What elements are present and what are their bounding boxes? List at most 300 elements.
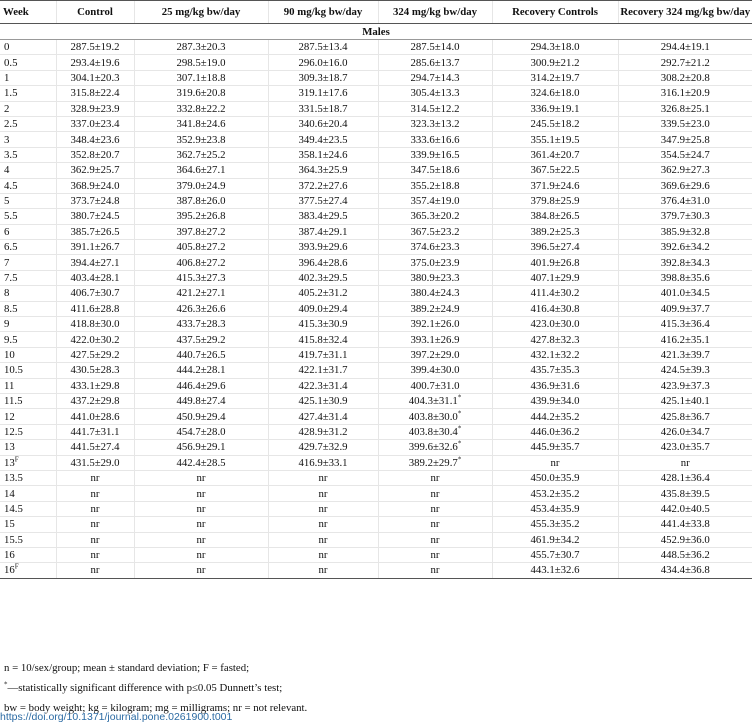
dose-25-cell: nr: [134, 470, 268, 485]
dose-324-cell: 393.1±26.9: [378, 332, 492, 347]
table-row: [0, 147, 752, 162]
control-cell: 352.8±20.7: [56, 147, 134, 162]
table-row: [0, 378, 752, 393]
dose-90-cell: 387.4±29.1: [268, 224, 378, 239]
recovery-324-cell: 421.3±39.7: [618, 347, 752, 362]
recovery-324-cell: 376.4±31.0: [618, 193, 752, 208]
dose-25-cell: 444.2±28.1: [134, 363, 268, 378]
week-value: 4.5: [4, 179, 18, 192]
control-cell: 437.2±29.8: [56, 393, 134, 408]
fasted-marker: F: [14, 562, 19, 571]
recovery-324-cell: 425.1±40.1: [618, 393, 752, 408]
table-row: [0, 209, 752, 224]
dose-90-cell: nr: [268, 470, 378, 485]
dose-25-cell: 397.8±27.2: [134, 224, 268, 239]
dose-90-cell: 396.4±28.6: [268, 255, 378, 270]
week-cell: [0, 532, 56, 547]
dose-90-cell: 383.4±29.5: [268, 209, 378, 224]
table-row: [0, 317, 752, 332]
dose-324-cell: 375.0±23.9: [378, 255, 492, 270]
recovery-324-cell: 415.3±36.4: [618, 317, 752, 332]
week-cell: [0, 486, 56, 501]
dose-324-cell: nr: [378, 547, 492, 562]
dose-90-cell: 422.3±31.4: [268, 378, 378, 393]
week-value: 1: [4, 71, 10, 84]
week-cell: [0, 193, 56, 208]
table-row: [0, 286, 752, 301]
dose-90-cell: 415.3±30.9: [268, 317, 378, 332]
recovery-324-cell: 409.9±37.7: [618, 301, 752, 316]
week-cell: [0, 301, 56, 316]
dose-90-cell: nr: [268, 563, 378, 578]
table-row: [0, 332, 752, 347]
dose-90-cell: nr: [268, 501, 378, 516]
dose-90-cell: nr: [268, 547, 378, 562]
week-value: 3.5: [4, 148, 18, 161]
dose-324-cell: nr: [378, 532, 492, 547]
week-value: 14: [4, 487, 15, 500]
dose-25-cell: nr: [134, 486, 268, 501]
control-cell: 293.4±19.6: [56, 55, 134, 70]
table-row: [0, 363, 752, 378]
recovery-control-cell: 411.4±30.2: [492, 286, 618, 301]
dose-90-cell: 427.4±31.4: [268, 409, 378, 424]
week-cell: [0, 363, 56, 378]
week-value: 2: [4, 102, 10, 115]
dose-90-cell: 296.0±16.0: [268, 55, 378, 70]
control-cell: 411.6±28.8: [56, 301, 134, 316]
table-row: [0, 178, 752, 193]
control-cell: 427.5±29.2: [56, 347, 134, 362]
dose-25-cell: 454.7±28.0: [134, 424, 268, 439]
header-row: [0, 1, 752, 24]
dose-324-cell: 380.4±24.3: [378, 286, 492, 301]
week-value: 16: [4, 564, 15, 577]
dose-25-cell: nr: [134, 547, 268, 562]
recovery-control-cell: 443.1±32.6: [492, 563, 618, 578]
recovery-control-cell: 355.1±19.5: [492, 132, 618, 147]
recovery-324-cell: 326.8±25.1: [618, 101, 752, 116]
control-cell: 348.4±23.6: [56, 132, 134, 147]
week-cell: [0, 393, 56, 408]
dose-324-cell: 389.2±29.7*: [378, 455, 492, 470]
recovery-control-cell: 461.9±34.2: [492, 532, 618, 547]
dose-324-cell: 287.5±14.0: [378, 40, 492, 55]
dose-90-cell: 416.9±33.1: [268, 455, 378, 470]
recovery-324-cell: 434.4±36.8: [618, 563, 752, 578]
header-week: Week: [0, 1, 56, 24]
week-value: 8: [4, 287, 10, 300]
dose-324-cell: 389.2±24.9: [378, 301, 492, 316]
control-cell: 433.1±29.8: [56, 378, 134, 393]
recovery-control-cell: 294.3±18.0: [492, 40, 618, 55]
week-value: 10: [4, 349, 15, 361]
dose-25-cell: 446.4±29.6: [134, 378, 268, 393]
recovery-324-cell: 441.4±33.8: [618, 517, 752, 532]
recovery-control-cell: 453.2±35.2: [492, 486, 618, 501]
control-cell: 328.9±23.9: [56, 101, 134, 116]
week-value: 15: [4, 518, 15, 531]
week-cell: [0, 163, 56, 178]
control-cell: 441.7±31.1: [56, 424, 134, 439]
dose-90-cell: 377.5±27.4: [268, 193, 378, 208]
dose-90-cell: nr: [268, 486, 378, 501]
week-value: 16: [4, 549, 15, 562]
week-value: 4: [4, 164, 10, 177]
week-value: 11.5: [4, 395, 23, 408]
week-value: 0: [4, 41, 10, 54]
week-value: 14.5: [4, 502, 23, 515]
recovery-324-cell: 292.7±21.2: [618, 55, 752, 70]
table-row: [0, 255, 752, 270]
week-value: 13.5: [4, 472, 23, 485]
week-value: 12.5: [4, 425, 23, 438]
dose-324-cell: 339.9±16.5: [378, 147, 492, 162]
fasted-marker: F: [14, 455, 19, 464]
dose-324-cell: 403.8±30.4*: [378, 424, 492, 439]
table-row: [0, 455, 752, 470]
control-cell: 368.9±24.0: [56, 178, 134, 193]
control-cell: 418.8±30.0: [56, 317, 134, 332]
week-cell: [0, 70, 56, 85]
dose-324-cell: 285.6±13.7: [378, 55, 492, 70]
doi-link[interactable]: https://doi.org/10.1371/journal.pone.0261900.t001: [0, 711, 233, 723]
week-value: 11: [4, 379, 15, 392]
week-cell: [0, 501, 56, 516]
dose-90-cell: 409.0±29.4: [268, 301, 378, 316]
table-row: [0, 240, 752, 255]
dose-25-cell: 387.8±26.0: [134, 193, 268, 208]
recovery-control-cell: 371.9±24.6: [492, 178, 618, 193]
table-row: [0, 270, 752, 285]
week-cell: [0, 255, 56, 270]
header-90mg: 90 mg/kg bw/day: [268, 1, 378, 24]
recovery-324-cell: 423.9±37.3: [618, 378, 752, 393]
week-value: 3: [4, 133, 10, 146]
recovery-control-cell: 324.6±18.0: [492, 86, 618, 101]
control-cell: 441.5±27.4: [56, 440, 134, 455]
week-cell: [0, 517, 56, 532]
dose-90-cell: 349.4±23.5: [268, 132, 378, 147]
recovery-324-cell: 442.0±40.5: [618, 501, 752, 516]
significance-marker: *: [457, 439, 462, 448]
section-label: Males: [0, 24, 752, 40]
table-row: [0, 193, 752, 208]
week-cell: [0, 240, 56, 255]
dose-90-cell: 415.8±32.4: [268, 332, 378, 347]
dose-25-cell: 449.8±27.4: [134, 393, 268, 408]
header-25mg: 25 mg/kg bw/day: [134, 1, 268, 24]
recovery-control-cell: 455.7±30.7: [492, 547, 618, 562]
recovery-324-cell: 401.0±34.5: [618, 286, 752, 301]
recovery-324-cell: 308.2±20.8: [618, 70, 752, 85]
control-cell: 304.1±20.3: [56, 70, 134, 85]
dose-90-cell: 331.5±18.7: [268, 101, 378, 116]
week-cell: [0, 40, 56, 55]
dose-90-cell: 422.1±31.7: [268, 363, 378, 378]
dose-25-cell: 415.3±27.3: [134, 270, 268, 285]
recovery-control-cell: 300.9±21.2: [492, 55, 618, 70]
table-row: [0, 347, 752, 362]
dose-324-cell: 399.4±30.0: [378, 363, 492, 378]
dose-90-cell: nr: [268, 532, 378, 547]
week-cell: [0, 55, 56, 70]
control-cell: 362.9±25.7: [56, 163, 134, 178]
recovery-control-cell: 435.7±35.3: [492, 363, 618, 378]
control-cell: nr: [56, 563, 134, 578]
recovery-control-cell: 455.3±35.2: [492, 517, 618, 532]
week-cell: [0, 132, 56, 147]
dose-90-cell: 340.6±20.4: [268, 116, 378, 131]
dose-324-cell: nr: [378, 501, 492, 516]
table-row: [0, 409, 752, 424]
dose-25-cell: 395.2±26.8: [134, 209, 268, 224]
recovery-control-cell: nr: [492, 455, 618, 470]
recovery-control-cell: 361.4±20.7: [492, 147, 618, 162]
significance-marker: *: [457, 424, 462, 433]
week-value: 2.5: [4, 118, 18, 131]
week-cell: [0, 424, 56, 439]
table-row: [0, 132, 752, 147]
recovery-control-cell: 427.8±32.3: [492, 332, 618, 347]
control-cell: 441.0±28.6: [56, 409, 134, 424]
table-row: [0, 563, 752, 578]
dose-25-cell: 341.8±24.6: [134, 116, 268, 131]
significance-marker: *: [457, 455, 462, 464]
dose-25-cell: 405.8±27.2: [134, 240, 268, 255]
week-cell: [0, 409, 56, 424]
table-row: [0, 470, 752, 485]
section-row: [0, 24, 752, 40]
dose-324-cell: 392.1±26.0: [378, 317, 492, 332]
recovery-324-cell: nr: [618, 455, 752, 470]
week-cell: [0, 209, 56, 224]
recovery-control-cell: 336.9±19.1: [492, 101, 618, 116]
week-value: 8.5: [4, 302, 18, 315]
table-row: [0, 163, 752, 178]
dose-90-cell: 429.7±32.9: [268, 440, 378, 455]
note-significance: *—statistically significant difference with p≤0.05 Dunnett’s test;: [4, 680, 283, 694]
dose-324-cell: 323.3±13.2: [378, 116, 492, 131]
recovery-324-cell: 339.5±23.0: [618, 116, 752, 131]
dose-324-cell: 399.6±32.6*: [378, 440, 492, 455]
recovery-control-cell: 396.5±27.4: [492, 240, 618, 255]
dose-25-cell: 406.8±27.2: [134, 255, 268, 270]
table-row: [0, 40, 752, 55]
dose-25-cell: 364.6±27.1: [134, 163, 268, 178]
dose-324-cell: nr: [378, 470, 492, 485]
control-cell: 315.8±22.4: [56, 86, 134, 101]
week-cell: [0, 86, 56, 101]
recovery-324-cell: 392.8±34.3: [618, 255, 752, 270]
recovery-control-cell: 450.0±35.9: [492, 470, 618, 485]
control-cell: nr: [56, 532, 134, 547]
header-control: Control: [56, 1, 134, 24]
header-recovery-controls: Recovery Controls: [492, 1, 618, 24]
week-cell: [0, 455, 56, 470]
table-row: [0, 440, 752, 455]
table-row: [0, 224, 752, 239]
week-value: 1.5: [4, 87, 18, 100]
control-cell: 385.7±26.5: [56, 224, 134, 239]
week-cell: [0, 317, 56, 332]
recovery-control-cell: 314.2±19.7: [492, 70, 618, 85]
recovery-324-cell: 435.8±39.5: [618, 486, 752, 501]
note-abbreviations: bw = body weight; kg = kilogram; mg = milligrams; nr = not relevant.: [4, 702, 308, 714]
week-value: 15.5: [4, 533, 23, 546]
header-324mg: 324 mg/kg bw/day: [378, 1, 492, 24]
header-recovery-324mg: Recovery 324 mg/kg bw/day: [618, 1, 752, 24]
dose-90-cell: 393.9±29.6: [268, 240, 378, 255]
week-value: 7: [4, 256, 10, 269]
recovery-324-cell: 416.2±35.1: [618, 332, 752, 347]
recovery-324-cell: 425.8±36.7: [618, 409, 752, 424]
dose-25-cell: 307.1±18.8: [134, 70, 268, 85]
week-cell: [0, 547, 56, 562]
recovery-324-cell: 392.6±34.2: [618, 240, 752, 255]
significance-marker: *: [457, 393, 462, 402]
table-row: [0, 301, 752, 316]
dose-90-cell: 402.3±29.5: [268, 270, 378, 285]
table-row: [0, 101, 752, 116]
dose-25-cell: 352.9±23.8: [134, 132, 268, 147]
recovery-control-cell: 384.8±26.5: [492, 209, 618, 224]
week-cell: [0, 286, 56, 301]
recovery-324-cell: 398.8±35.6: [618, 270, 752, 285]
recovery-control-cell: 245.5±18.2: [492, 116, 618, 131]
recovery-324-cell: 347.9±25.8: [618, 132, 752, 147]
table-row: [0, 86, 752, 101]
week-value: 10.5: [4, 364, 23, 377]
recovery-control-cell: 445.9±35.7: [492, 440, 618, 455]
recovery-control-cell: 446.0±36.2: [492, 424, 618, 439]
dose-90-cell: 428.9±31.2: [268, 424, 378, 439]
table-row: [0, 486, 752, 501]
dose-90-cell: 309.3±18.7: [268, 70, 378, 85]
dose-324-cell: nr: [378, 486, 492, 501]
week-value: 9: [4, 318, 10, 331]
dose-25-cell: 440.7±26.5: [134, 347, 268, 362]
control-cell: 422.0±30.2: [56, 332, 134, 347]
recovery-324-cell: 369.6±29.6: [618, 178, 752, 193]
dose-90-cell: 419.7±31.1: [268, 347, 378, 362]
dose-324-cell: 400.7±31.0: [378, 378, 492, 393]
dose-324-cell: 397.2±29.0: [378, 347, 492, 362]
dose-324-cell: 374.6±23.3: [378, 240, 492, 255]
control-cell: nr: [56, 501, 134, 516]
control-cell: 431.5±29.0: [56, 455, 134, 470]
dose-90-cell: 358.1±24.6: [268, 147, 378, 162]
recovery-324-cell: 448.5±36.2: [618, 547, 752, 562]
week-value: 13: [4, 441, 15, 454]
control-cell: 430.5±28.3: [56, 363, 134, 378]
week-cell: [0, 224, 56, 239]
recovery-control-cell: 367.5±22.5: [492, 163, 618, 178]
dose-324-cell: 333.6±16.6: [378, 132, 492, 147]
control-cell: nr: [56, 547, 134, 562]
dose-90-cell: 319.1±17.6: [268, 86, 378, 101]
recovery-324-cell: 294.4±19.1: [618, 40, 752, 55]
significance-marker: *: [457, 408, 462, 417]
control-cell: 394.4±27.1: [56, 255, 134, 270]
recovery-324-cell: 426.0±34.7: [618, 424, 752, 439]
recovery-control-cell: 453.4±35.9: [492, 501, 618, 516]
dose-25-cell: nr: [134, 563, 268, 578]
table-row: [0, 424, 752, 439]
dose-324-cell: 380.9±23.3: [378, 270, 492, 285]
control-cell: nr: [56, 470, 134, 485]
dose-324-cell: nr: [378, 517, 492, 532]
dose-90-cell: 287.5±13.4: [268, 40, 378, 55]
dose-25-cell: 421.2±27.1: [134, 286, 268, 301]
control-cell: 391.1±26.7: [56, 240, 134, 255]
table-row: [0, 393, 752, 408]
dose-25-cell: 433.7±28.3: [134, 317, 268, 332]
dose-324-cell: 355.2±18.8: [378, 178, 492, 193]
week-value: 6.5: [4, 241, 18, 254]
recovery-control-cell: 423.0±30.0: [492, 317, 618, 332]
week-value: 6: [4, 225, 10, 238]
table-row: [0, 532, 752, 547]
week-cell: [0, 270, 56, 285]
significance-marker: *: [4, 680, 8, 689]
dose-25-cell: nr: [134, 532, 268, 547]
week-value: 0.5: [4, 56, 18, 69]
dose-90-cell: 425.1±30.9: [268, 393, 378, 408]
week-cell: [0, 116, 56, 131]
recovery-324-cell: 428.1±36.4: [618, 470, 752, 485]
recovery-324-cell: 385.9±32.8: [618, 224, 752, 239]
dose-90-cell: nr: [268, 517, 378, 532]
dose-25-cell: 287.3±20.3: [134, 40, 268, 55]
control-cell: 287.5±19.2: [56, 40, 134, 55]
control-cell: 337.0±23.4: [56, 116, 134, 131]
week-value: 5: [4, 195, 10, 208]
dose-324-cell: 404.3±31.1*: [378, 393, 492, 408]
week-cell: [0, 147, 56, 162]
dose-324-cell: 367.5±23.2: [378, 224, 492, 239]
dose-25-cell: 298.5±19.0: [134, 55, 268, 70]
dose-25-cell: 450.9±29.4: [134, 409, 268, 424]
dose-25-cell: 456.9±29.1: [134, 440, 268, 455]
dose-324-cell: 305.4±13.3: [378, 86, 492, 101]
week-cell: [0, 378, 56, 393]
dose-25-cell: 442.4±28.5: [134, 455, 268, 470]
control-cell: 373.7±24.8: [56, 193, 134, 208]
dose-25-cell: 362.7±25.2: [134, 147, 268, 162]
control-cell: 380.7±24.5: [56, 209, 134, 224]
dose-25-cell: 437.5±29.2: [134, 332, 268, 347]
recovery-324-cell: 354.5±24.7: [618, 147, 752, 162]
dose-324-cell: 357.4±19.0: [378, 193, 492, 208]
recovery-control-cell: 436.9±31.6: [492, 378, 618, 393]
recovery-324-cell: 452.9±36.0: [618, 532, 752, 547]
table-row: [0, 116, 752, 131]
recovery-control-cell: 401.9±26.8: [492, 255, 618, 270]
note-sample-size: n = 10/sex/group; mean ± standard deviation; F = fasted;: [4, 662, 250, 674]
week-cell: [0, 440, 56, 455]
recovery-324-cell: 423.0±35.7: [618, 440, 752, 455]
recovery-324-cell: 424.5±39.3: [618, 363, 752, 378]
week-cell: [0, 347, 56, 362]
recovery-324-cell: 316.1±20.9: [618, 86, 752, 101]
week-cell: [0, 178, 56, 193]
recovery-control-cell: 389.2±25.3: [492, 224, 618, 239]
recovery-control-cell: 407.1±29.9: [492, 270, 618, 285]
recovery-324-cell: 379.7±30.3: [618, 209, 752, 224]
recovery-324-cell: 362.9±27.3: [618, 163, 752, 178]
week-cell: [0, 563, 56, 578]
